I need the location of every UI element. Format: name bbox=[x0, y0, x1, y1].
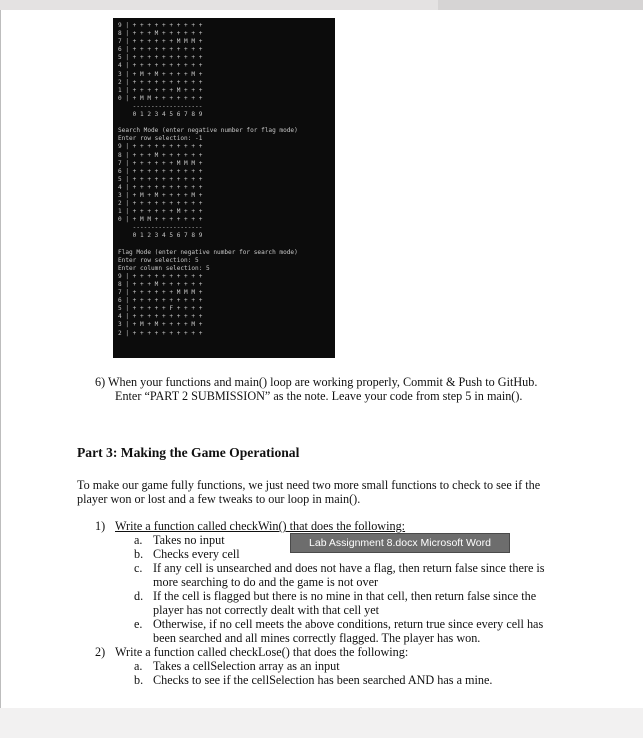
console-line: 5 | + + + + + + + + + + bbox=[118, 54, 203, 62]
list-item-1-text: Write a function called checkWin() that does the following: bbox=[115, 519, 406, 533]
console-line: Enter row selection: -1 bbox=[118, 135, 203, 143]
console-screenshot bbox=[113, 18, 335, 358]
list-item-1e-line2: been searched and all mines correctly flagged. The player has won. bbox=[153, 631, 481, 645]
console-line: 0 1 2 3 4 5 6 7 8 9 bbox=[118, 111, 203, 119]
console-line: 8 | + + + M + + + + + + bbox=[118, 151, 203, 159]
list-item-1a-label: a. bbox=[134, 533, 143, 547]
console-line: 6 | + + + + + + + + + + bbox=[118, 167, 203, 175]
top-tab bbox=[438, 0, 643, 10]
console-line: 3 | + M + M + + + + M + bbox=[118, 70, 203, 78]
list-item-1d-label: d. bbox=[134, 589, 144, 603]
console-line: 0 | + M M + + + + + + + bbox=[118, 216, 203, 224]
console-line: 1 | + + + + + + M + + + bbox=[118, 208, 203, 216]
console-line: 9 | + + + + + + + + + + bbox=[118, 22, 203, 29]
list-item-2-text: Write a function called checkLose() that does the following: bbox=[115, 645, 409, 659]
list-item-1c-line1: If any cell is unsearched and does not have a flag, then return false since there is bbox=[153, 561, 545, 575]
console-line: 7 | + + + + + + M M M + bbox=[118, 38, 203, 46]
console-line: 5 | + + + + + + + + + + bbox=[118, 175, 203, 183]
console-line: 2 | + + + + + + + + + + bbox=[118, 78, 203, 86]
part3-intro-line2: player won or lost and a few tweaks to our loop in main(). bbox=[77, 492, 361, 506]
list-item-1a-text: Takes no input bbox=[153, 533, 225, 547]
console-line: 7 | + + + + + + M M M + bbox=[118, 289, 203, 297]
console-line: 3 | + M + M + + + + M + bbox=[118, 191, 203, 199]
console-line: ------------------- bbox=[118, 102, 203, 110]
console-line bbox=[118, 119, 298, 127]
console-line: 9 | + + + + + + + + + + bbox=[118, 143, 203, 151]
console-line: 4 | + + + + + + + + + + bbox=[118, 313, 203, 321]
console-line: 2 | + + + + + + + + + + bbox=[118, 200, 203, 208]
list-item-1b-label: b. bbox=[134, 547, 144, 561]
console-line: ------------------- bbox=[118, 224, 203, 232]
list-item-2-number: 2) bbox=[95, 645, 106, 659]
file-tooltip: Lab Assignment 8.docx Microsoft Word bbox=[290, 533, 510, 553]
console-line: 4 | + + + + + + + + + + bbox=[118, 62, 203, 70]
console-line: 8 | + + + M + + + + + + bbox=[118, 281, 203, 288]
step6-line2: Enter “PART 2 SUBMISSION” as the note. Leave your code from step 5 in main(). bbox=[115, 389, 523, 403]
list-item-1c-line2: more searching to do and the game is not over bbox=[153, 575, 379, 589]
console-line: Enter column selection: 5 bbox=[118, 264, 210, 272]
list-item-2a-text: Takes a cellSelection array as an input bbox=[153, 659, 340, 673]
step6-line1: 6) When your functions and main() loop are working properly, Commit & Push to GitHub. bbox=[95, 375, 538, 389]
top-bar bbox=[0, 0, 643, 10]
console-line: 7 | + + + + + + M M M + bbox=[118, 159, 203, 167]
console-line: 3 | + M + M + + + + M + bbox=[118, 321, 203, 329]
list-item-1d-line1: If the cell is flagged but there is no mine in that cell, then return false since the bbox=[153, 589, 537, 603]
console-line: Flag Mode (enter negative number for search mode) bbox=[118, 248, 298, 256]
console-line bbox=[118, 241, 298, 249]
console-line: 2 | + + + + + + + + + + bbox=[118, 329, 203, 337]
list-item-1c-label: c. bbox=[134, 561, 143, 575]
list-item-1-number: 1) bbox=[95, 519, 106, 533]
list-item-2b-text: Checks to see if the cellSelection has been searched AND has a mine. bbox=[153, 673, 493, 687]
console-output bbox=[118, 22, 298, 338]
console-line: 5 | + + + + + F + + + + bbox=[118, 305, 203, 313]
page-bottom-strip bbox=[0, 708, 643, 738]
console-line: 4 | + + + + + + + + + + bbox=[118, 183, 203, 191]
console-line: 0 1 2 3 4 5 6 7 8 9 bbox=[118, 232, 203, 240]
part3-heading: Part 3: Making the Game Operational bbox=[77, 445, 300, 460]
console-line: Enter row selection: 5 bbox=[118, 256, 199, 264]
list-item-2b-label: b. bbox=[134, 673, 144, 687]
list-item-1e-label: e. bbox=[134, 617, 143, 631]
console-line: 8 | + + + M + + + + + + bbox=[118, 30, 203, 38]
console-line: 0 | + M M + + + + + + + bbox=[118, 94, 203, 102]
console-line: 9 | + + + + + + + + + + bbox=[118, 272, 203, 280]
console-line: 6 | + + + + + + + + + + bbox=[118, 46, 203, 54]
list-item-2a-label: a. bbox=[134, 659, 143, 673]
console-line: 1 | + + + + + + M + + + bbox=[118, 86, 203, 94]
console-line: 6 | + + + + + + + + + + bbox=[118, 297, 203, 305]
part3-intro-line1: To make our game fully functions, we just need two more small functions to check to see if the bbox=[77, 478, 541, 492]
console-line: Search Mode (enter negative number for flag mode) bbox=[118, 127, 298, 135]
list-item-1d-line2: player has not correctly dealt with that cell yet bbox=[153, 603, 380, 617]
page-left-border bbox=[0, 10, 1, 738]
list-item-1b-text: Checks every cell bbox=[153, 547, 240, 561]
list-item-1e-line1: Otherwise, if no cell meets the above conditions, return true since every cell has bbox=[153, 617, 544, 631]
